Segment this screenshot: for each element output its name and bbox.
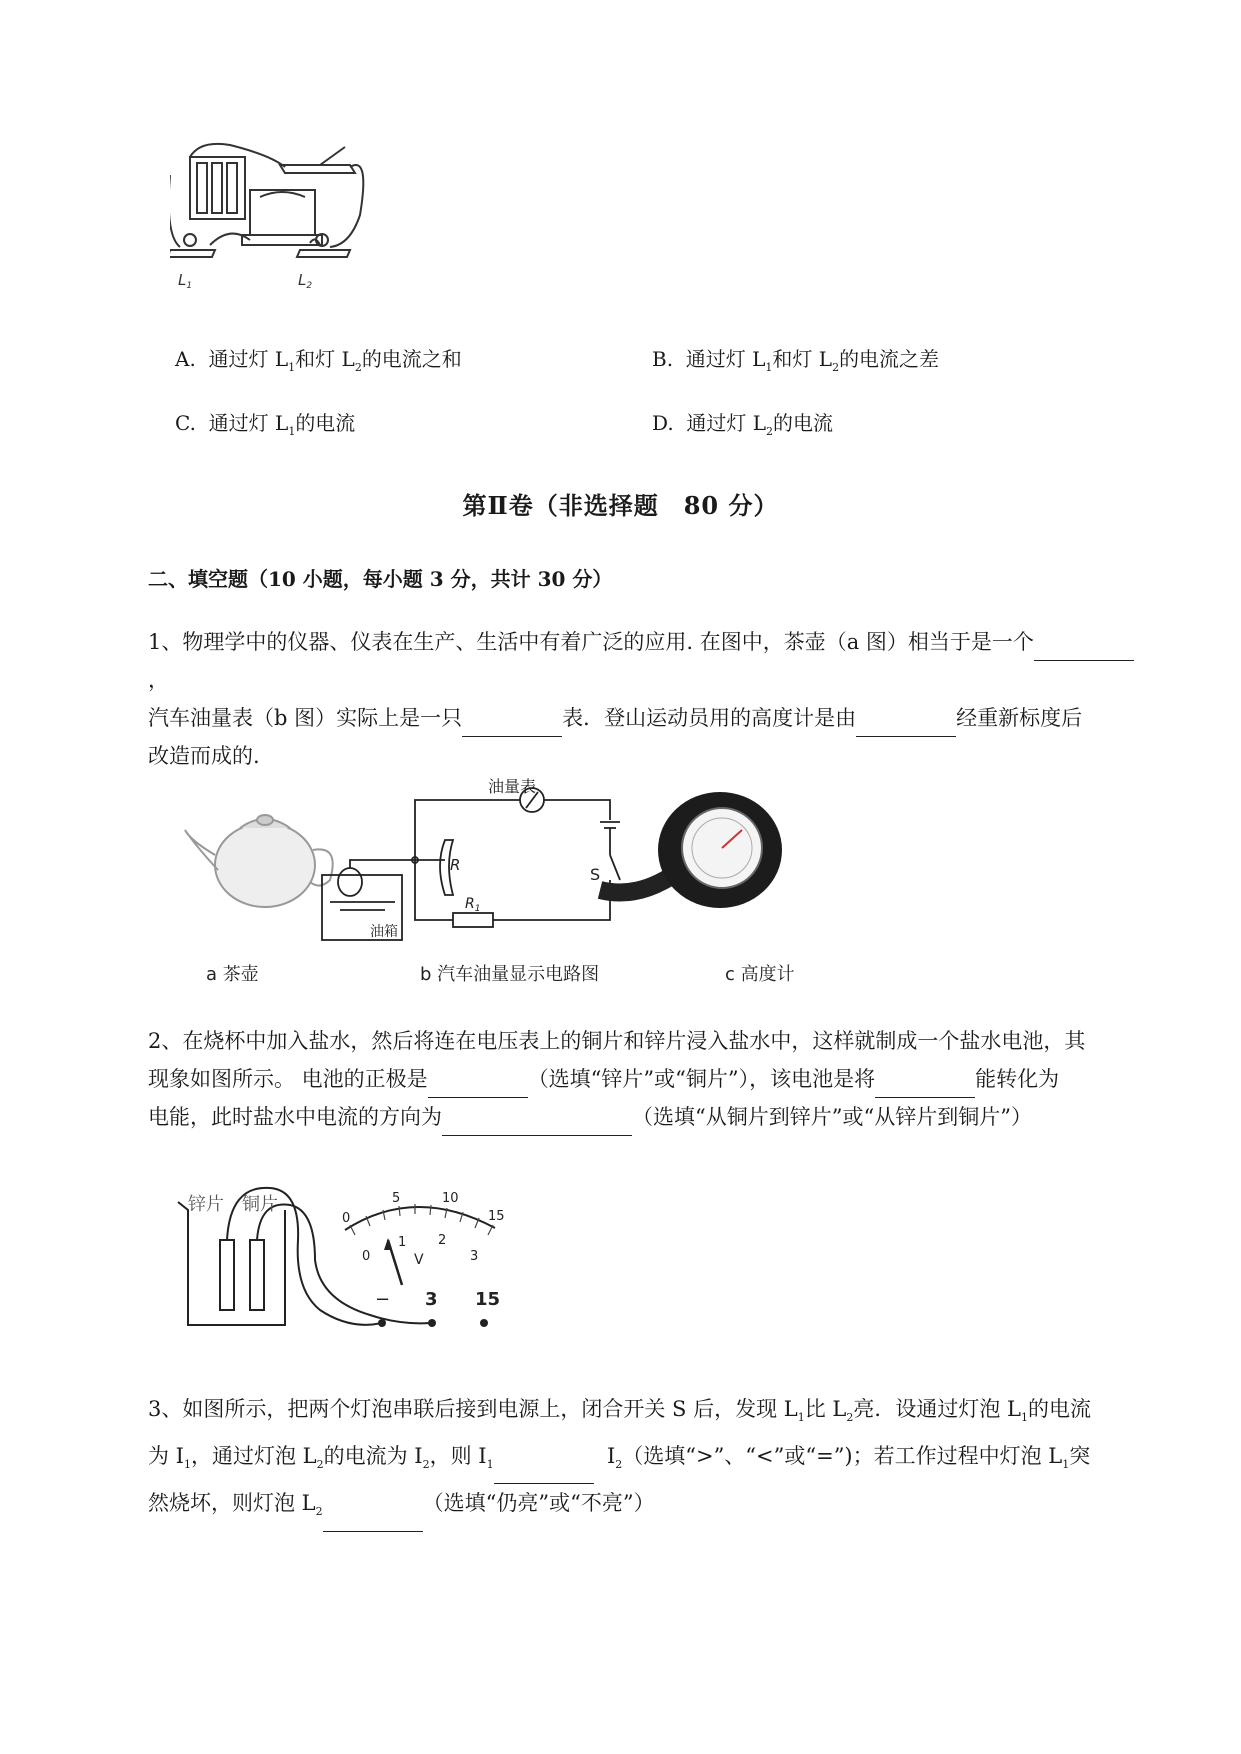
option-a[interactable]: A. 通过灯 $L_1$和灯 $L_2$的电流之和 bbox=[175, 347, 462, 374]
question-2: 2、在烧杯中加入盐水，然后将连在电压表上的铜片和锌片浸入盐水中，这样就制成一个盐水电池，其 现象如图所示。 电池的正极是 （选填“锌片”或“铜片”），该电池是将 能转化为 电能，此时盐水中电流的方向为 （选填“从铜片到锌片”或“从锌片到铜片”） bbox=[148, 1022, 1148, 1136]
teapot-image bbox=[185, 815, 333, 907]
q1-blank-1[interactable] bbox=[1034, 632, 1134, 661]
q1-blank-2[interactable] bbox=[462, 708, 562, 737]
scale-top-0: 0 bbox=[342, 1211, 351, 1226]
terminal-3-label: 3 bbox=[425, 1289, 438, 1310]
figure-2 bbox=[170, 1180, 540, 1340]
part-title: 第Ⅱ卷（非选择题 80 分） bbox=[462, 491, 779, 520]
scale-top-15: 15 bbox=[488, 1209, 505, 1224]
caption-a: a 茶壶 bbox=[206, 964, 259, 985]
label-switch-s: S bbox=[590, 865, 601, 884]
caption-c: c 高度计 bbox=[725, 964, 795, 985]
label-r: R bbox=[450, 856, 461, 874]
q3-blank-2[interactable] bbox=[323, 1503, 423, 1532]
scale-bottom-1: 1 bbox=[398, 1235, 407, 1250]
circuit-figure-top bbox=[170, 135, 410, 305]
label-fuel-meter: 油量表 bbox=[488, 777, 537, 796]
scale-bottom-0: 0 bbox=[362, 1249, 371, 1264]
label-zinc: 锌片 bbox=[188, 1194, 224, 1215]
unit-v: V bbox=[414, 1252, 424, 1268]
label-copper: 铜片 bbox=[242, 1194, 278, 1215]
scale-bottom-3: 3 bbox=[470, 1249, 479, 1264]
label-oil-tank: 油箱 bbox=[370, 924, 398, 940]
figure-1 bbox=[170, 770, 870, 985]
altimeter-image bbox=[600, 792, 782, 908]
label-l1: $L_1$ bbox=[178, 271, 193, 291]
terminal-minus bbox=[378, 1319, 386, 1327]
fuel-gauge-circuit bbox=[322, 788, 620, 940]
scale-top-10: 10 bbox=[442, 1191, 459, 1206]
terminal-3 bbox=[428, 1319, 436, 1327]
option-c[interactable]: C. 通过灯 $L_1$的电流 bbox=[175, 411, 356, 438]
terminal-minus-label: − bbox=[375, 1289, 391, 1310]
q1-blank-3[interactable] bbox=[856, 708, 956, 737]
option-b[interactable]: B. 通过灯 $L_1$和灯 $L_2$的电流之差 bbox=[652, 347, 940, 374]
section-title: 二、填空题（10 小题，每小题 3 分，共计 30 分） bbox=[148, 567, 613, 591]
scale-top-5: 5 bbox=[392, 1191, 401, 1206]
question-1: 1、物理学中的仪器、仪表在生产、生活中有着广泛的应用. 在图中，茶壶（a 图）相当于是一个， 汽车油量表（b 图）实际上是一只 表．登山运动员用的高度计是由 经重新标度后 改造而成的. bbox=[148, 623, 1148, 775]
q3-blank-1[interactable] bbox=[494, 1455, 594, 1484]
q2-blank-1[interactable] bbox=[428, 1069, 528, 1098]
terminal-15-label: 15 bbox=[475, 1289, 501, 1310]
label-r1: $R_1$ bbox=[465, 896, 481, 914]
terminal-15 bbox=[480, 1319, 488, 1327]
q2-blank-3[interactable] bbox=[442, 1107, 632, 1136]
option-d[interactable]: D. 通过灯 $L_2$的电流 bbox=[652, 411, 834, 438]
caption-b: b 汽车油量显示电路图 bbox=[420, 964, 600, 985]
label-l2: $L_2$ bbox=[298, 271, 313, 291]
question-3: 3、如图所示，把两个灯泡串联后接到电源上，闭合开关 S 后，发现 $L_1$比 $L_2$亮．设通过灯泡 $L_1$的电流 为 $I_1$，通过灯泡 $L_2$的电流为 $I_2$，则 $I_1$ $I_2$（选填“>”、“<”或“=”)；若工作过程中灯泡 $L_1$突 然烧坏，则灯泡 $L_2$ （选填“仍亮”或“不亮”） bbox=[148, 1390, 1148, 1532]
scale-bottom-2: 2 bbox=[438, 1233, 447, 1248]
q2-blank-2[interactable] bbox=[875, 1069, 975, 1098]
